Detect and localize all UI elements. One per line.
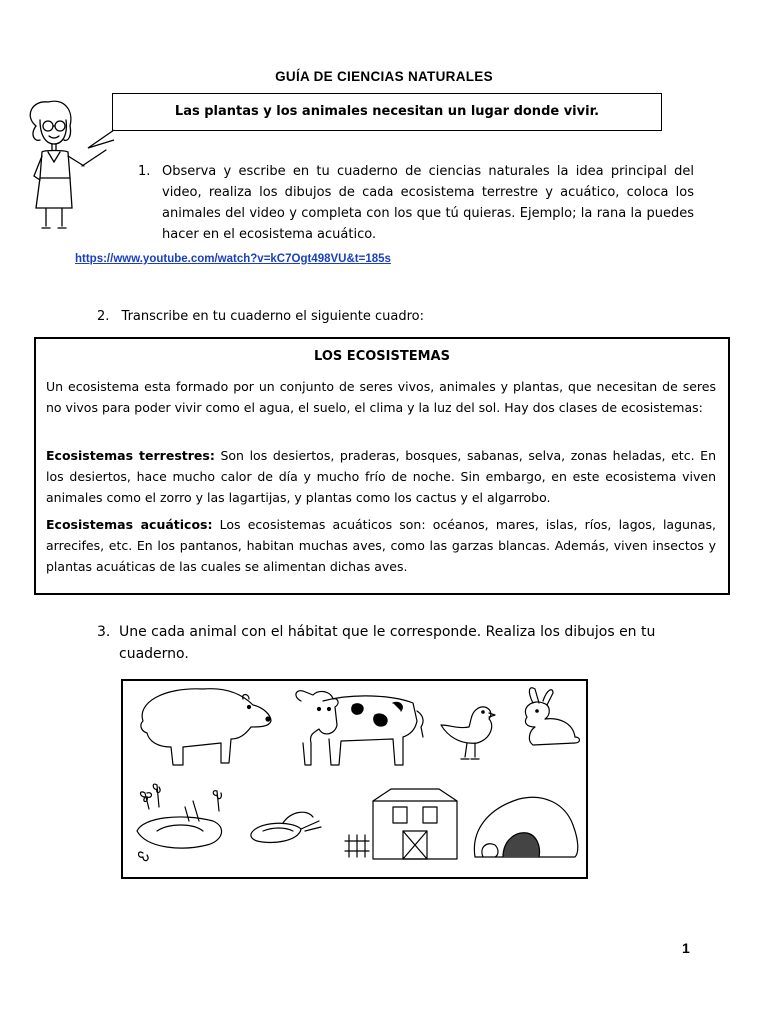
ecosystems-intro: Un ecosistema esta formado por un conjunto de seres vivos, animales y plantas, que necesitan de seres no vivos para poder vivir como el agua, el suelo, el clima y la luz del sol. Hay dos clases de ecosistemas: xyxy=(46,379,716,415)
pond-drawing xyxy=(137,784,222,861)
instruction-3 xyxy=(97,621,697,665)
bear-drawing xyxy=(141,689,271,765)
instruction-1-text: Observa y escribe en tu cuaderno de ciencias naturales la idea principal del video, realiza los dibujos de cada ecosistema terrestre y acuático, coloca los animales del video y completa con los que tú quieras. Ejemplo; la rana la puedes hacer en el ecosistema acuático. xyxy=(162,164,694,242)
speech-bubble-text: Las plantas y los animales necesitan un lugar donde vivir. xyxy=(174,104,600,119)
instruction-1 xyxy=(138,161,694,245)
aquatic-label: Ecosistemas acuáticos: xyxy=(46,517,213,532)
speech-bubble xyxy=(112,93,662,131)
rabbit-drawing xyxy=(525,688,579,745)
nest-drawing xyxy=(251,812,321,842)
ecosystems-terrestrial-paragraph xyxy=(46,445,716,508)
barn-drawing xyxy=(345,789,457,859)
instruction-3-text: Une cada animal con el hábitat que le corresponde. Realiza los dibujos en tu cuaderno. xyxy=(119,624,656,662)
animals-habitats-picture xyxy=(121,679,588,879)
terrestrial-text: Son los desiertos, praderas, bosques, sabanas, selva, zonas heladas, etc. En los desiertos, hace mucho calor de día y mucho frío de noche. Sin embargo, en este ecosistema viven animales como el zorro y las lagartijas, y plantas como los cactus y el algarrobo. xyxy=(46,448,716,505)
instruction-2-text: Transcribe en tu cuaderno el siguiente cuadro: xyxy=(121,309,424,324)
ecosystems-box-title: LOS ECOSISTEMAS xyxy=(314,349,450,364)
ecosystems-box xyxy=(34,337,730,595)
aquatic-text: Los ecosistemas acuáticos son: océanos, mares, islas, ríos, lagos, lagunas, arrecifes, etc. En los pantanos, habitan muchas aves, como las garzas blancas. Además, viven insectos y plantas acuáticas de las cuales se alimentan dichas aves. xyxy=(46,517,717,574)
instruction-2 xyxy=(97,309,424,324)
cow-drawing xyxy=(296,691,423,765)
hen-drawing xyxy=(441,707,495,759)
instruction-1-number: 1. xyxy=(138,164,151,179)
terrestrial-label: Ecosistemas terrestres: xyxy=(46,448,215,463)
video-link[interactable]: https://www.youtube.com/watch?v=kC7Ogt498VU&t=185s xyxy=(75,253,391,265)
speech-bubble-tail xyxy=(86,110,116,150)
instruction-3-number: 3. xyxy=(97,624,111,640)
instruction-2-number: 2. xyxy=(97,309,110,324)
page-title: GUÍA DE CIENCIAS NATURALES xyxy=(275,69,493,84)
page-number: 1 xyxy=(682,940,690,956)
cave-drawing xyxy=(474,797,577,857)
ecosystems-aquatic-paragraph xyxy=(46,514,716,577)
